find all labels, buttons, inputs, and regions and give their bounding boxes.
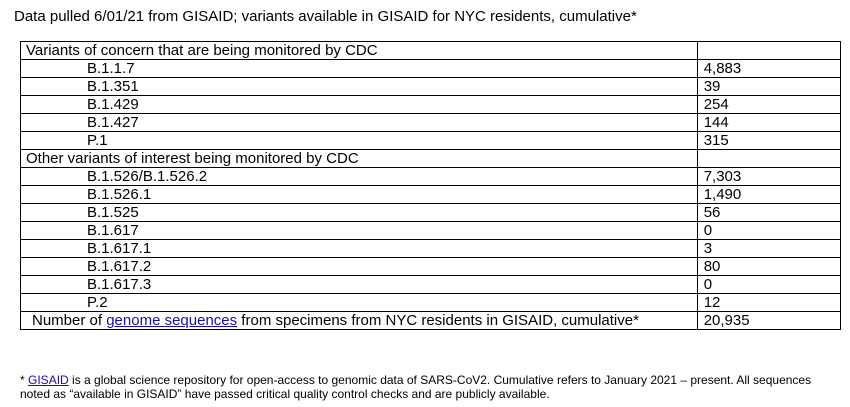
footnote-text: is a global science repository for open-access to genomic data of SARS-CoV2. Cumulative refers to January 2021 – present. All sequences noted as “available in GISAID” have passed critical quality control checks and are publicly available. (20, 373, 812, 401)
variant-name: B.1.526/B.1.526.2 (21, 168, 698, 186)
footnote (20, 373, 842, 401)
variant-name: B.1.617.2 (21, 258, 698, 276)
genome-sequences-link[interactable]: genome sequences (106, 312, 238, 329)
variant-count: 12 (697, 294, 840, 312)
variant-name: B.1.1.7 (21, 60, 698, 78)
section-header-row (21, 150, 841, 168)
variant-count: 1,490 (697, 186, 840, 204)
total-row (21, 312, 841, 330)
variant-name: B.1.525 (21, 204, 698, 222)
variants-table (20, 41, 841, 330)
total-count: 20,935 (697, 312, 840, 330)
variant-name: B.1.429 (21, 96, 698, 114)
variant-count: 3 (697, 240, 840, 258)
table-row (21, 222, 841, 240)
table-row (21, 168, 841, 186)
section-header-concern: Variants of concern that are being monitored by CDC (21, 42, 698, 60)
variant-count: 315 (697, 132, 840, 150)
table-row (21, 240, 841, 258)
variant-name: B.1.617.3 (21, 276, 698, 294)
table-row (21, 294, 841, 312)
table-row (21, 186, 841, 204)
section-header-interest: Other variants of interest being monitored by CDC (21, 150, 698, 168)
footnote-mark: * (20, 373, 29, 387)
table-row (21, 276, 841, 294)
variant-count: 56 (697, 204, 840, 222)
table-row (21, 60, 841, 78)
variant-count: 80 (697, 258, 840, 276)
variant-count: 0 (697, 222, 840, 240)
table-row (21, 96, 841, 114)
variant-name: B.1.526.1 (21, 186, 698, 204)
section-header-row (21, 42, 841, 60)
variant-name: B.1.427 (21, 114, 698, 132)
variant-name: B.1.617 (21, 222, 698, 240)
variant-count: 144 (697, 114, 840, 132)
total-label (21, 312, 698, 330)
section-header-value (697, 150, 840, 168)
page-title: Data pulled 6/01/21 from GISAID; variants available in GISAID for NYC residents, cumulative* (14, 8, 637, 25)
variant-count: 0 (697, 276, 840, 294)
variant-name: P.1 (21, 132, 698, 150)
variant-count: 7,303 (697, 168, 840, 186)
variant-count: 39 (697, 78, 840, 96)
variant-name: B.1.617.1 (21, 240, 698, 258)
table-row (21, 114, 841, 132)
gisaid-link[interactable]: GISAID (28, 373, 69, 387)
variant-name: B.1.351 (21, 78, 698, 96)
variant-count: 254 (697, 96, 840, 114)
variant-count: 4,883 (697, 60, 840, 78)
table-row (21, 132, 841, 150)
total-label-prefix: Number of (32, 312, 107, 329)
table-row (21, 258, 841, 276)
variant-name: P.2 (21, 294, 698, 312)
section-header-value (697, 42, 840, 60)
total-label-suffix: from specimens from NYC residents in GISAID, cumulative* (237, 312, 639, 329)
table-row (21, 204, 841, 222)
table-row (21, 78, 841, 96)
